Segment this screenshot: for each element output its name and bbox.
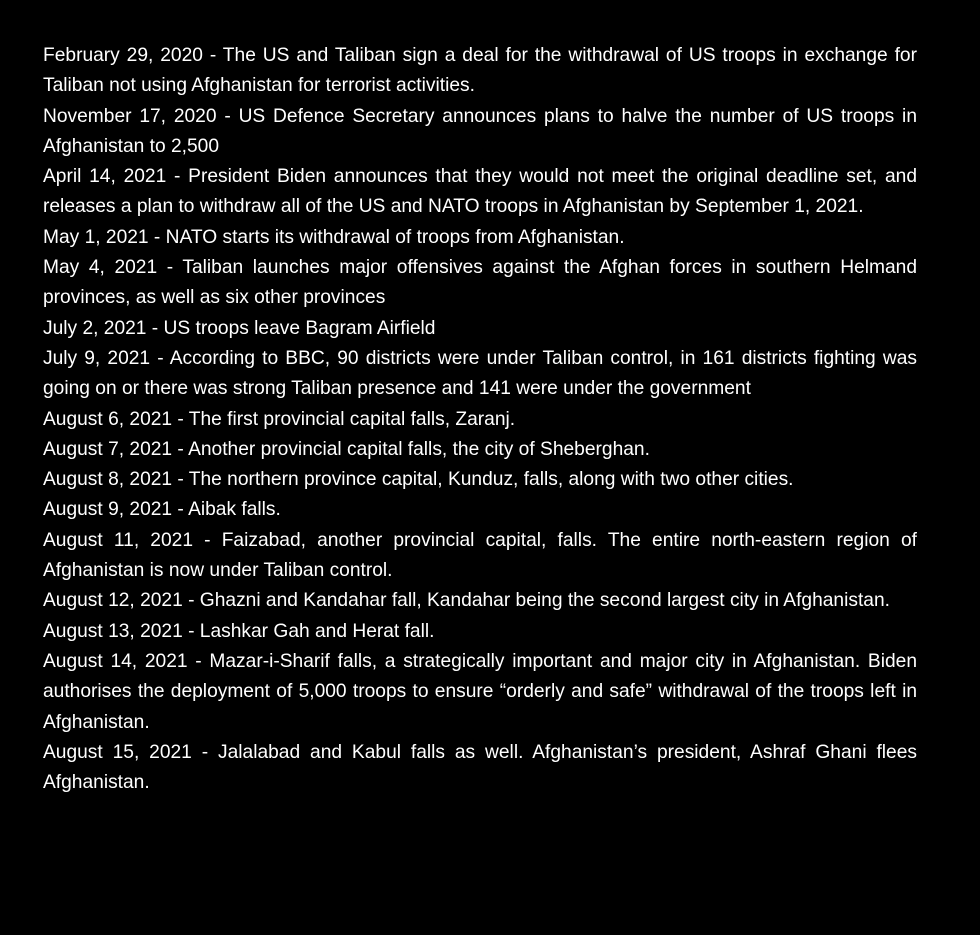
timeline-entry: April 14, 2021 - President Biden announces that they would not meet the original deadline set, and releases a plan to withdraw all of the US and NATO troops in Afghanistan by September 1, 2021. (43, 166, 917, 218)
timeline-entry: August 15, 2021 - Jalalabad and Kabul falls as well. Afghanistan’s president, Ashraf Ghani flees Afghanistan. (43, 741, 917, 794)
timeline-entry: August 6, 2021 - The first provincial capital falls, Zaranj. (43, 408, 516, 430)
timeline-entry: November 17, 2020 - US Defence Secretary announces plans to halve the number of US troops in Afghanistan to 2,500 (43, 105, 917, 157)
timeline-entry: August 12, 2021 - Ghazni and Kandahar fall, Kandahar being the second largest city in Afghanistan. (43, 590, 890, 612)
timeline-entry: February 29, 2020 - The US and Taliban sign a deal for the withdrawal of US troops in exchange for Taliban not using Afghanistan for terrorist activities. (43, 45, 917, 97)
timeline-entry: May 4, 2021 - Taliban launches major offensives against the Afghan forces in southern Helmand provinces, as well as six other provinces (43, 257, 917, 309)
timeline-entry: August 11, 2021 - Faizabad, another provincial capital, falls. The entire north-eastern region of Afghanistan is now under Taliban control. (43, 529, 917, 582)
timeline-entry: August 7, 2021 - Another provincial capital falls, the city of Sheberghan. (43, 438, 650, 460)
timeline-entry: May 1, 2021 - NATO starts its withdrawal of troops from Afghanistan. (43, 226, 625, 248)
timeline-entry: August 9, 2021 - Aibak falls. (43, 499, 281, 521)
timeline-entry: July 2, 2021 - US troops leave Bagram Airfield (43, 317, 436, 339)
timeline-entry: August 14, 2021 - Mazar-i-Sharif falls, a strategically important and major city in Afghanistan. Biden authorises the deployment of 5,000 troops to ensure “orderly and safe” withdrawal of the troops left in Afghanistan. (43, 650, 917, 733)
timeline-list (43, 41, 917, 798)
timeline-entry: August 13, 2021 - Lashkar Gah and Herat fall. (43, 620, 435, 642)
timeline-entry: August 8, 2021 - The northern province capital, Kunduz, falls, along with two other cities. (43, 469, 794, 491)
timeline-entry: July 9, 2021 - According to BBC, 90 districts were under Taliban control, in 161 districts fighting was going on or there was strong Taliban presence and 141 were under the government (43, 347, 917, 400)
